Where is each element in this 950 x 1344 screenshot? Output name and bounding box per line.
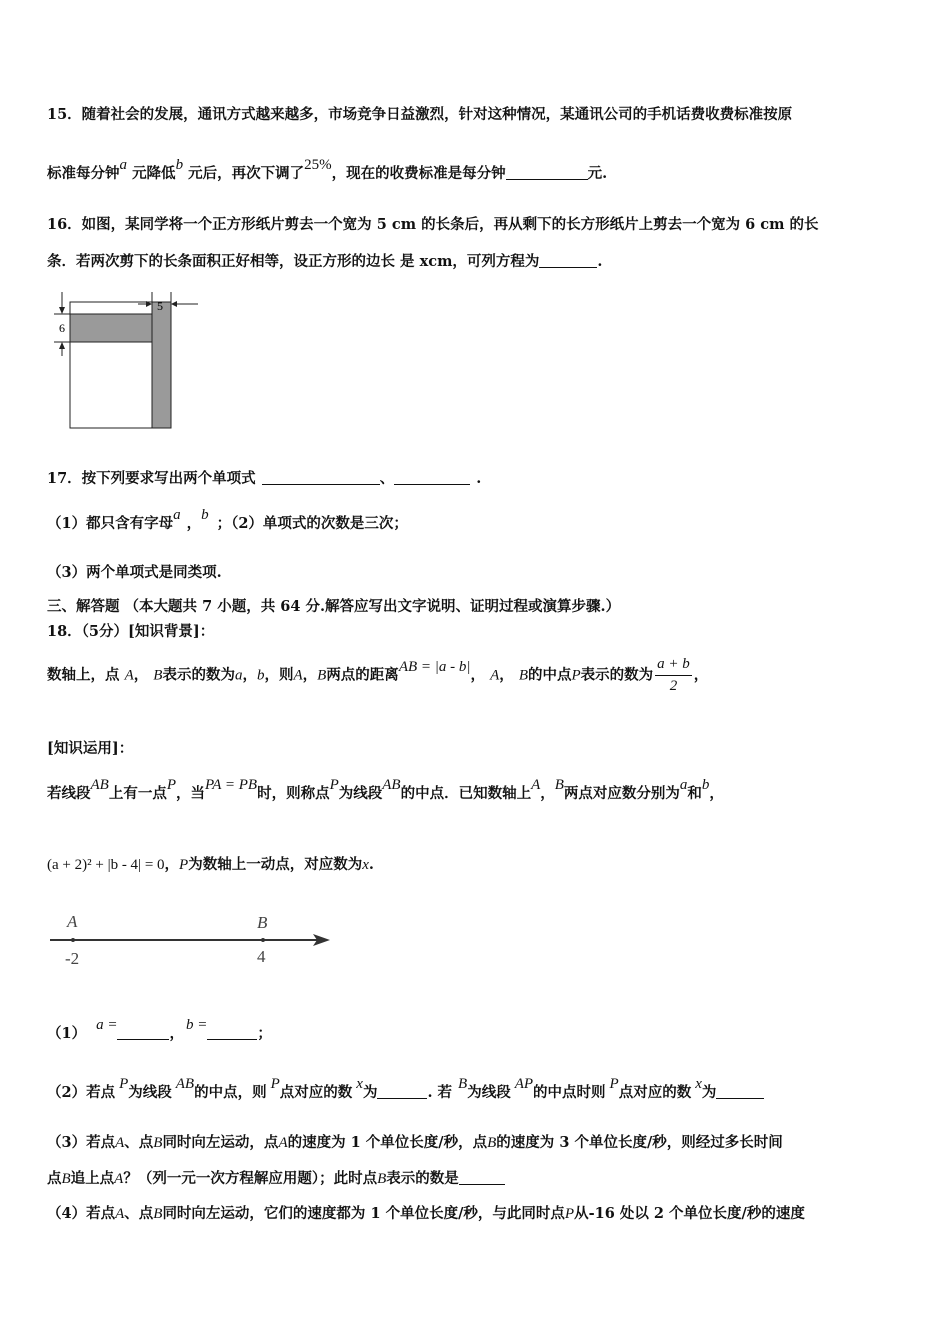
q17-line1 [47, 467, 481, 488]
var: B [518, 667, 528, 684]
text: 点 [47, 1170, 62, 1187]
text: . [597, 253, 603, 270]
arrowhead [59, 342, 65, 349]
var: A [278, 1135, 288, 1151]
text: 同时向左运动，点 [162, 1134, 279, 1151]
text: 数轴上，点 [47, 666, 120, 684]
equation: PA = PB [205, 777, 258, 793]
q18-sub2 [47, 1076, 764, 1102]
q16-line1: 16．如图，某同学将一个正方形纸片剪去一个宽为 5 cm 的长条后，再从剩下的长方形纸片上剪去一个宽为 6 cm 的长 [47, 216, 819, 233]
text: 为 [701, 1084, 717, 1101]
text: 为 [362, 1084, 378, 1101]
text: 两点对应数分别为 [563, 785, 680, 802]
q18-sub4 [47, 1202, 805, 1223]
text: 上有一点 [108, 785, 167, 802]
var: B [554, 777, 564, 793]
q18-sub3-line2 [47, 1167, 505, 1188]
text: 从-16 处以 2 个单位长度/秒的速度 [574, 1205, 805, 1222]
frac-numerator: a + b [655, 656, 692, 676]
text: ， [169, 1025, 184, 1042]
value-B: 4 [257, 947, 266, 966]
var: B [317, 667, 327, 684]
text: 、 [379, 470, 395, 487]
var-a: a [119, 157, 127, 173]
text: . [476, 470, 482, 487]
var: AP [514, 1076, 534, 1092]
value-A: -2 [65, 949, 80, 968]
text: 和 [687, 785, 702, 802]
text: 点对应的数 [279, 1084, 353, 1101]
label-6: 6 [59, 321, 65, 335]
number-line-figure [45, 905, 345, 975]
text: ， [470, 666, 486, 684]
text: 的速度为 3 个单位长度/秒，则经过多长时间 [496, 1134, 783, 1151]
var: P [166, 777, 176, 793]
text: 表示的数为 [162, 666, 235, 684]
label-5: 5 [157, 299, 163, 313]
var: AB [175, 1076, 195, 1092]
text: 同时向左运动，它们的速度都为 1 个单位长度/秒，与此同时点 [162, 1205, 565, 1222]
text: 条．若两次剪下的长条面积正好相等，设正方形的边长 是 xcm，可列方程为 [47, 253, 540, 270]
var: A [115, 1135, 125, 1151]
q15-line2 [47, 157, 608, 183]
answer-blank [716, 1084, 764, 1099]
text: ， [133, 666, 149, 684]
text: . 若 [427, 1084, 453, 1101]
var: A [124, 667, 134, 684]
text: 17．按下列要求写出两个单项式 [47, 470, 256, 487]
point-A [71, 938, 75, 942]
text: ， [499, 666, 514, 684]
var: AB [382, 777, 401, 793]
answer-blank [377, 1084, 427, 1099]
var: a [234, 667, 243, 684]
q18-heading: 18．（5分）[知识背景]： [47, 623, 215, 640]
text: 点对应的数 [618, 1084, 692, 1101]
text: （1） [47, 1025, 87, 1042]
q18-background [47, 656, 708, 695]
answer-blank [207, 1025, 257, 1040]
answer-blank [539, 253, 597, 268]
answer-blank [262, 470, 380, 485]
text: ， [709, 785, 724, 802]
text: 为线段 [338, 785, 383, 802]
text: 追上点 [70, 1170, 115, 1187]
text: ， [164, 856, 180, 873]
q17-cond3: （3）两个单项式是同类项. [47, 564, 222, 581]
text: ， [186, 515, 202, 532]
var: P [119, 1076, 129, 1092]
text: ， [540, 785, 555, 802]
text: 的速度为 1 个单位长度/秒，点 [287, 1134, 488, 1151]
text: ，当 [176, 785, 205, 802]
text: ， [242, 666, 257, 684]
text: 两点的距离 [326, 666, 399, 684]
var: x [362, 857, 369, 873]
var: A [293, 667, 303, 684]
text: 表示的数为 [580, 666, 654, 684]
var: P [179, 857, 189, 873]
text: 的中点时则 [533, 1084, 606, 1101]
text: ；（2）单项式的次数是三次； [216, 515, 408, 532]
var: P [609, 1076, 619, 1092]
q18-use-heading: [知识运用]： [47, 740, 134, 757]
text: 元后，再次下调了 [188, 165, 305, 182]
text: ， [693, 666, 709, 684]
var: P [329, 777, 339, 793]
text: 为线段 [467, 1084, 511, 1101]
text: 标准每分钟 [47, 165, 120, 182]
label-B: B [257, 913, 268, 932]
var: AB [90, 777, 109, 793]
var-a: a [173, 507, 181, 523]
q18-sub3-line1 [47, 1131, 783, 1152]
var: B [487, 1135, 497, 1151]
strip-5 [152, 302, 171, 428]
arrowhead [171, 301, 177, 307]
square-cut-figure [48, 292, 208, 432]
strip-6 [70, 314, 152, 342]
q16-line2 [47, 250, 602, 271]
text: ； [257, 1025, 272, 1042]
text: 、点 [124, 1134, 154, 1151]
var: x [695, 1076, 702, 1092]
var: B [61, 1171, 71, 1187]
text: （2）若点 [47, 1084, 116, 1101]
var-b: b [201, 507, 209, 523]
text: 的中点 [527, 666, 572, 684]
var: A [114, 1171, 124, 1187]
text: ？（列一元一次方程解应用题）；此时点 [123, 1170, 378, 1187]
var: a = [96, 1017, 118, 1033]
var: B [153, 1206, 163, 1222]
q18-use-line1 [47, 777, 724, 803]
text: 为数轴上一动点，对应数为 [188, 856, 363, 873]
text: （4）若点 [47, 1205, 116, 1222]
text: （3）若点 [47, 1134, 116, 1151]
text: ，现在的收费标准是每分钟 [331, 165, 506, 182]
text: 为线段 [128, 1084, 172, 1101]
var: P [571, 667, 581, 684]
q17-cond1 [47, 507, 408, 533]
text: 表示的数是 [386, 1170, 459, 1187]
text: . [368, 856, 374, 873]
answer-blank [459, 1170, 505, 1185]
text: ， [302, 666, 318, 684]
text: （1）都只含有字母 [47, 515, 174, 532]
var: P [270, 1076, 280, 1092]
text: 、点 [124, 1205, 154, 1222]
q15-line1: 15．随着社会的发展，通讯方式越来越多，市场竞争日益激烈，针对这种情况，某通讯公司的手机话费收费标准按原 [47, 106, 793, 123]
var: b = [185, 1017, 208, 1033]
var: B [377, 1171, 387, 1187]
frac-denominator: 2 [669, 678, 678, 694]
text: ，则 [264, 666, 294, 684]
var: A [490, 667, 500, 684]
distance-formula: AB = |a - b| [398, 658, 471, 675]
text: 若线段 [47, 785, 91, 802]
answer-blank [117, 1025, 169, 1040]
text: 元. [587, 165, 608, 182]
arrowhead [59, 307, 65, 314]
var: B [153, 1135, 163, 1151]
point-B [261, 938, 265, 942]
section-3-heading: 三、解答题 （本大题共 7 小题，共 64 分.解答应写出文字说明、证明过程或演算步骤.） [47, 598, 621, 615]
var: B [153, 667, 163, 684]
text: 时，则称点 [257, 785, 330, 802]
given-equation: (a + 2)² + |b - 4| = 0 [47, 857, 165, 873]
var: A [531, 777, 541, 793]
var: b [701, 777, 710, 793]
label-A: A [67, 912, 78, 931]
answer-blank [506, 165, 588, 180]
var: x [356, 1076, 363, 1092]
q18-use-line2 [47, 853, 374, 874]
var: P [564, 1206, 575, 1222]
text: 的中点．已知数轴上 [400, 785, 532, 802]
text: 的中点，则 [194, 1084, 267, 1101]
var-b: b [175, 157, 184, 173]
var: a [679, 777, 688, 793]
var: B [458, 1076, 468, 1092]
midpoint-fraction [655, 656, 692, 695]
text: 元降低 [132, 165, 176, 182]
answer-blank [394, 470, 470, 485]
var: A [115, 1206, 125, 1222]
q18-sub1 [47, 1017, 272, 1043]
percent-value: 25% [304, 157, 332, 173]
var: b [256, 667, 265, 684]
